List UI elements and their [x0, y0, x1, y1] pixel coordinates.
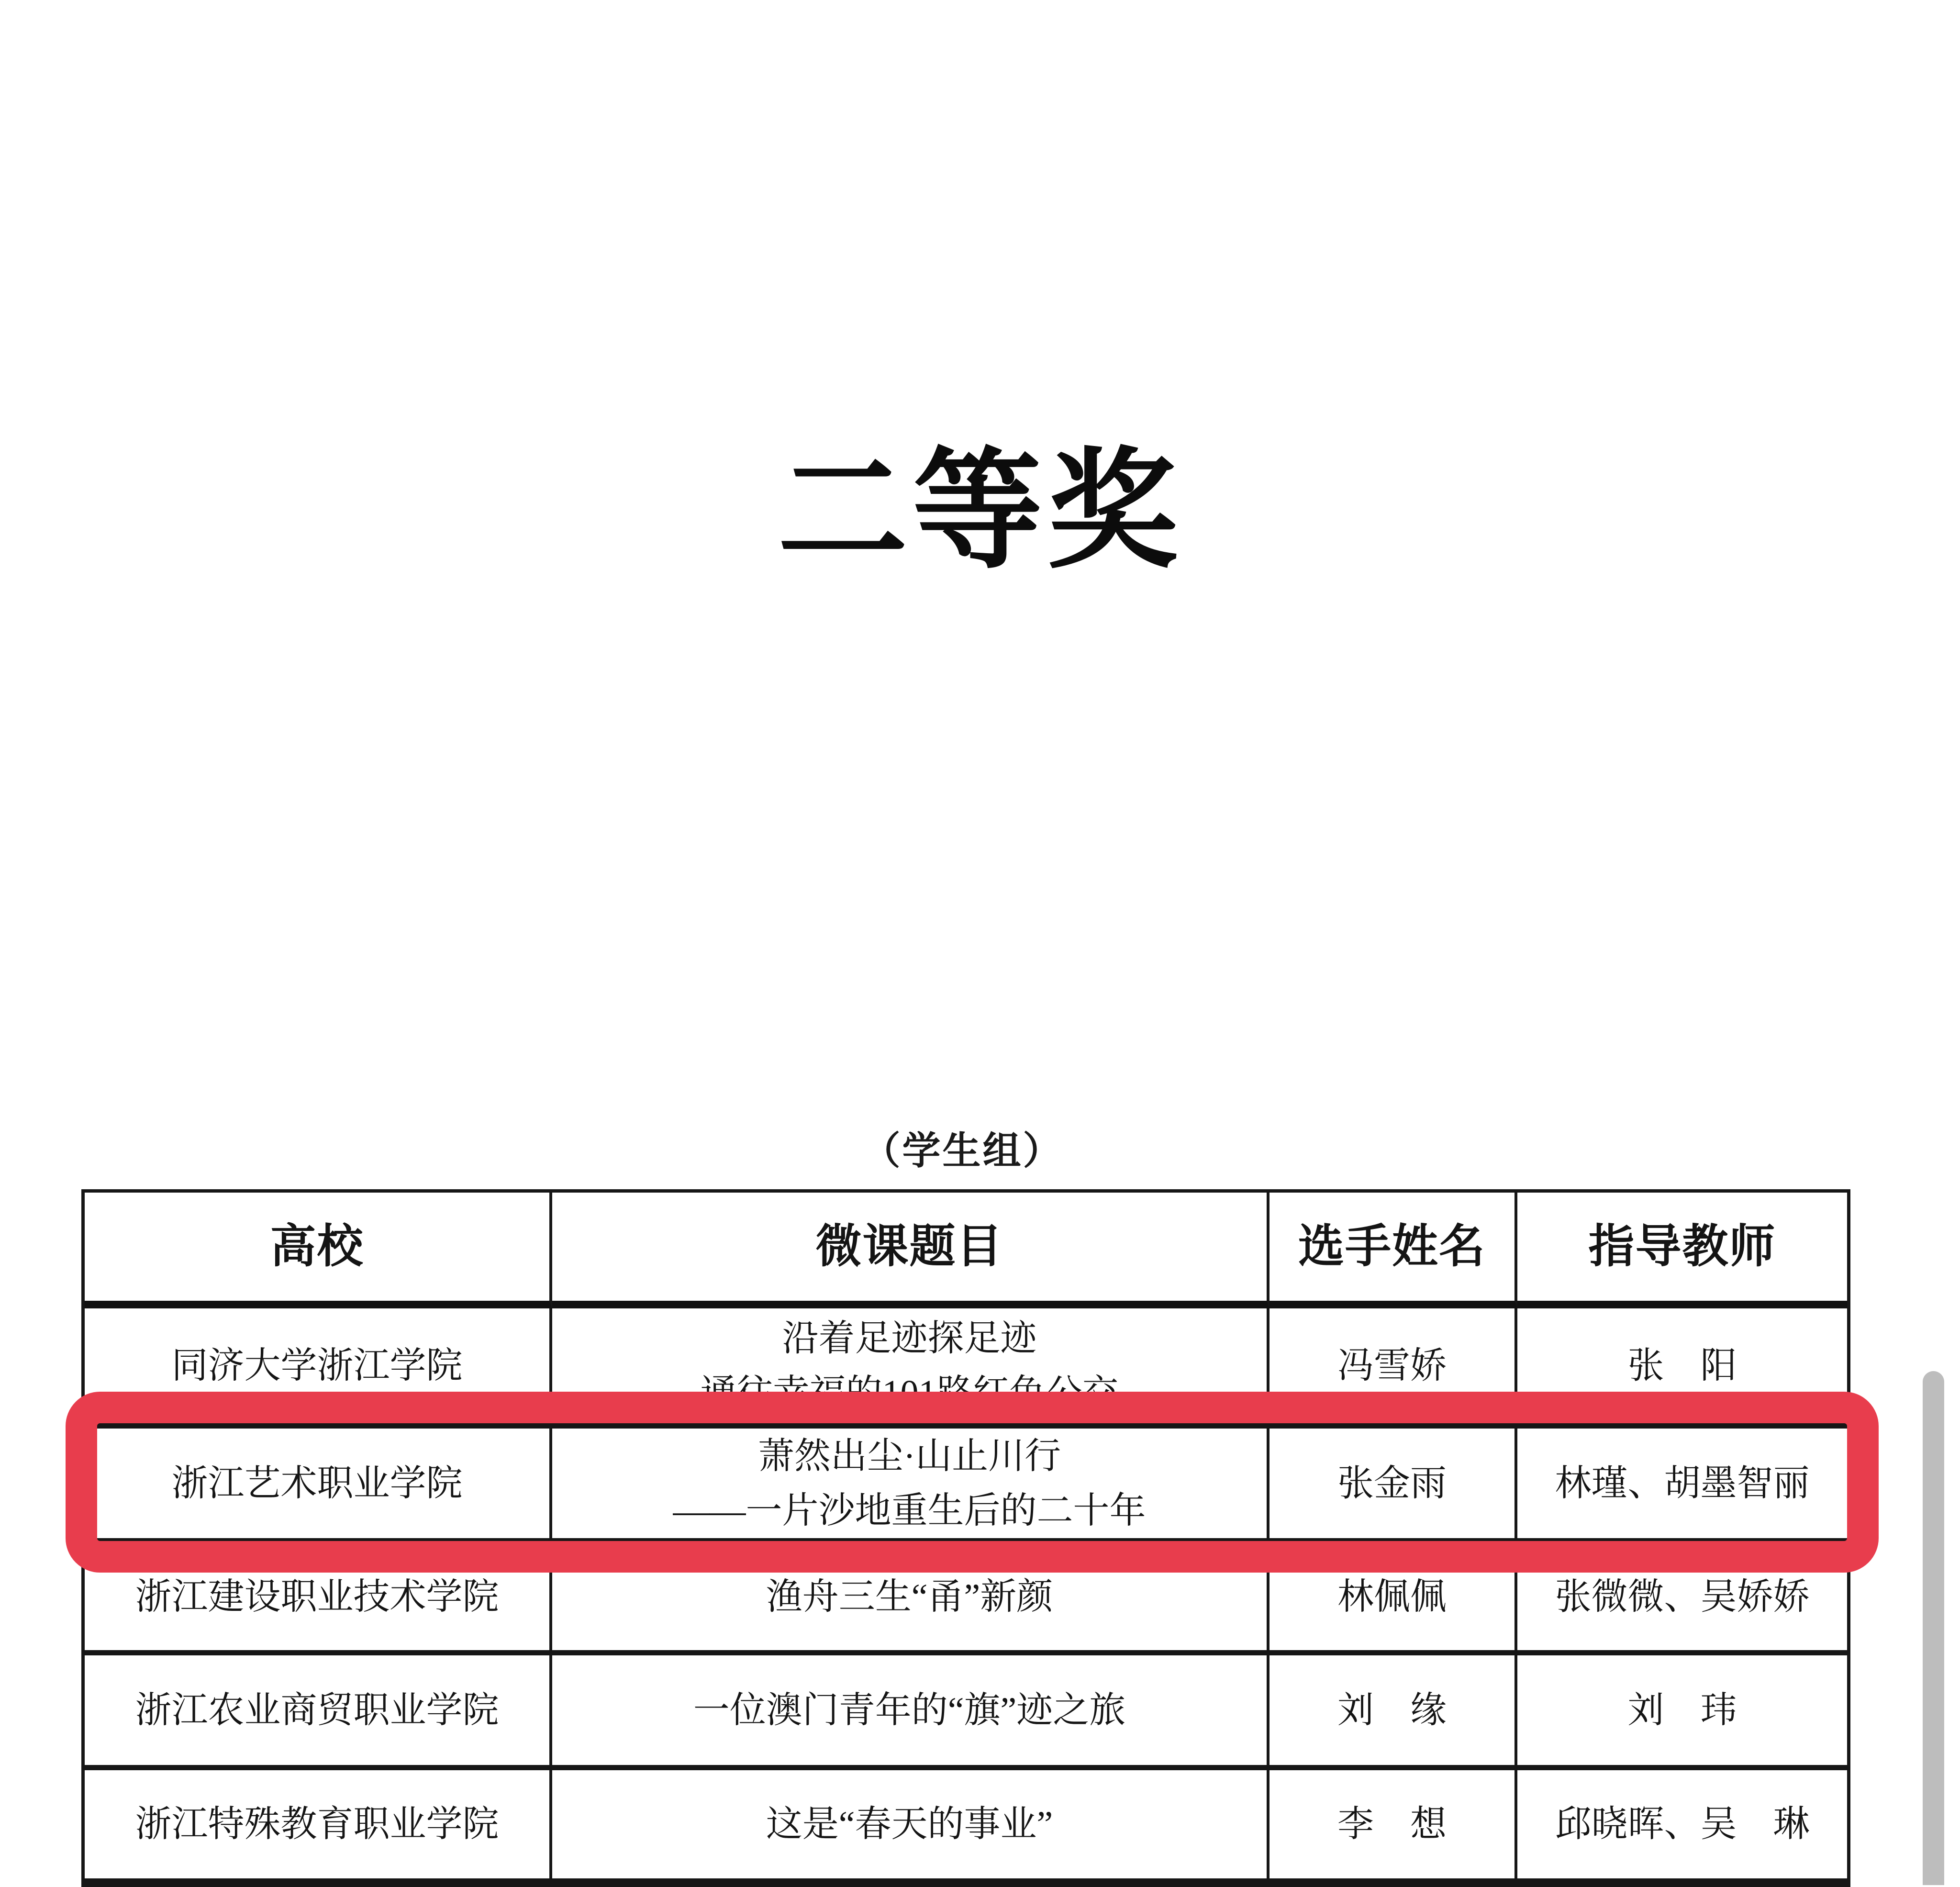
header-school: 高校: [85, 1193, 552, 1308]
cell-contestant: 冯雪娇: [1270, 1308, 1517, 1429]
cell-advisor: 刘 玮: [1517, 1655, 1847, 1770]
page-title: 二等奖: [778, 435, 1182, 587]
table-header-row: [85, 1193, 1847, 1308]
cell-advisor: 张 阳: [1517, 1308, 1847, 1429]
course-title-line: 渔舟三生“甬”新颜: [766, 1576, 1053, 1617]
course-title-line: 沿着足迹探足迹: [782, 1318, 1037, 1359]
cell-school: 浙江建设职业技术学院: [85, 1543, 552, 1655]
cell-course-title: [552, 1770, 1270, 1884]
cell-advisor: 张微微、吴娇娇: [1517, 1543, 1847, 1655]
course-title-line: 一位澳门青年的“旗”迹之旅: [693, 1690, 1126, 1731]
cell-course-title: [552, 1308, 1270, 1429]
cell-advisor: 林瑾、胡墨智丽: [1517, 1429, 1847, 1543]
course-title-line: 萧然出尘·山止川行: [757, 1436, 1061, 1476]
table-row-highlighted: [85, 1429, 1847, 1543]
course-title-line: ——一片沙地重生后的二十年: [673, 1490, 1146, 1531]
header-contestant: 选手姓名: [1270, 1193, 1517, 1308]
header-course-title: 微课题目: [552, 1193, 1270, 1308]
scrollbar-thumb[interactable]: [1923, 1371, 1944, 1885]
group-label: （学生组）: [862, 1130, 1063, 1172]
cell-course-title: [552, 1429, 1270, 1543]
course-title-line: 通往幸福的101路红色公交: [700, 1373, 1119, 1413]
table-row: [85, 1543, 1847, 1655]
cell-contestant: 张金雨: [1270, 1429, 1517, 1543]
cell-contestant: 林佩佩: [1270, 1543, 1517, 1655]
header-advisor: 指导教师: [1517, 1193, 1847, 1308]
cell-school: 浙江特殊教育职业学院: [85, 1770, 552, 1884]
cell-course-title: [552, 1655, 1270, 1770]
cell-course-title: [552, 1543, 1270, 1655]
cell-school: 浙江农业商贸职业学院: [85, 1655, 552, 1770]
cell-school: 同济大学浙江学院: [85, 1308, 552, 1429]
award-table: [81, 1189, 1850, 1887]
table-row: [85, 1308, 1847, 1429]
table-row: [85, 1770, 1847, 1884]
course-title-line: 这是“春天的事业”: [766, 1804, 1053, 1844]
cell-advisor: 邱晓晖、吴 琳: [1517, 1770, 1847, 1884]
table-row: [85, 1655, 1847, 1770]
cell-contestant: 李 想: [1270, 1770, 1517, 1884]
cell-school: 浙江艺术职业学院: [85, 1429, 552, 1543]
cell-contestant: 刘 缘: [1270, 1655, 1517, 1770]
